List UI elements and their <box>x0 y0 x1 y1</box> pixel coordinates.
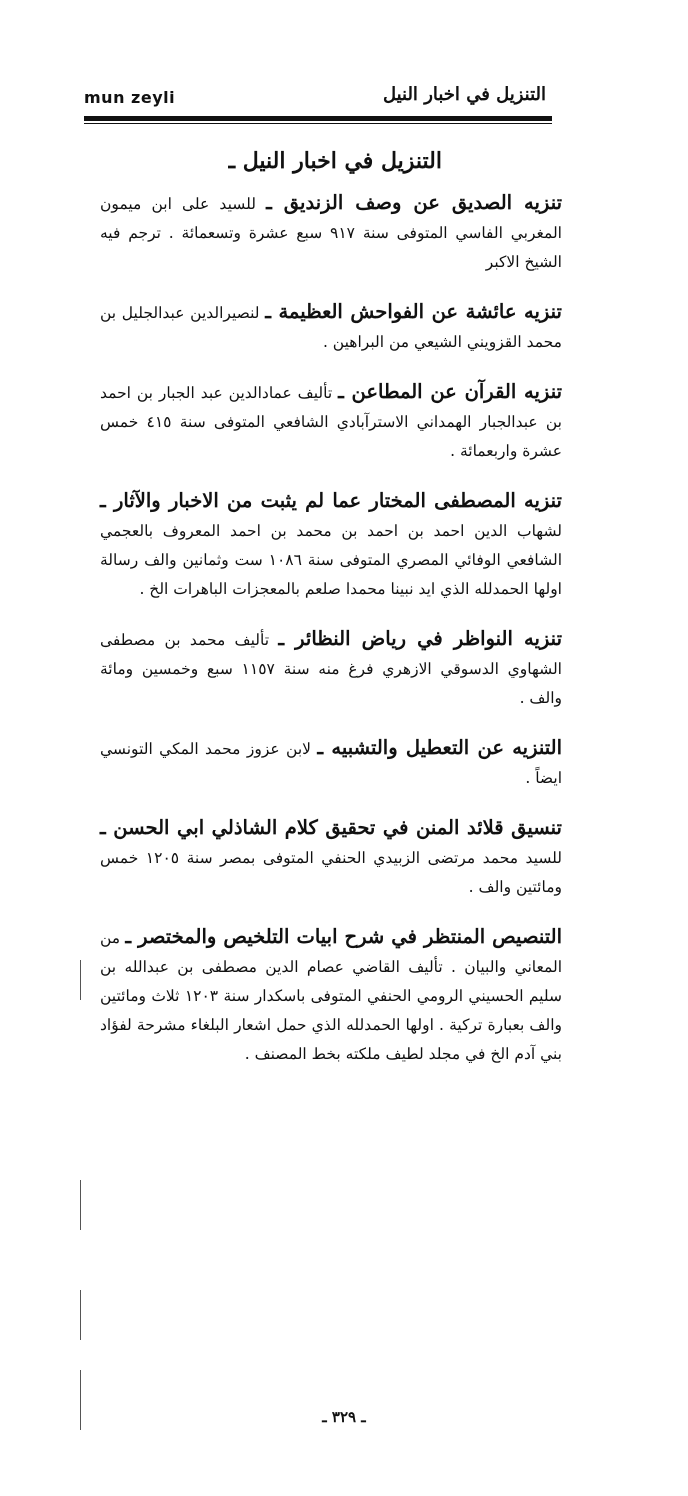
entry <box>100 922 562 1069</box>
entry-paragraph <box>100 486 562 604</box>
entry <box>100 297 562 357</box>
entry <box>100 733 562 793</box>
entry <box>100 486 562 604</box>
entry-paragraph <box>100 733 562 793</box>
entry-heading: تنزيه القرآن عن المطاعن ـ <box>338 380 563 403</box>
page-number: ـ ٣٢٩ ـ <box>322 1408 366 1426</box>
entry-heading: تنزيه الصديق عن وصف الزنديق ـ <box>266 191 563 214</box>
entry-text: تأليف عمادالدين عبد الجبار بن احمد بن عبدالجبار الهمداني الاسترآبادي الشافعي المتوفى سنة ٤١٥ خمس عشرة واربعمائة . <box>100 384 562 460</box>
margin-mark <box>80 1290 81 1340</box>
entry-text: لنصيرالدين عبدالجليل بن محمد القزويني الشيعي من البراهين . <box>100 304 562 351</box>
entry <box>100 813 562 902</box>
entry <box>100 377 562 466</box>
margin-mark <box>80 960 81 1000</box>
entry <box>100 624 562 713</box>
entry-text: للسيد على ابن ميمون المغربي الفاسي المتوفى سنة ٩١٧ سبع عشرة وتسعمائة . ترجم فيه الشيخ الاكبر <box>100 195 562 271</box>
entry-heading: التنزيه عن التعطيل والتشبيه ـ <box>317 736 562 759</box>
entry-paragraph <box>100 624 562 713</box>
header-rule-thin <box>84 123 552 124</box>
page-body <box>100 138 562 1089</box>
entry-text: من المعاني والبيان . تأليف القاضي عصام الدين مصطفى بن عبدالله بن سليم الحسيني الرومي الحنفي المتوفى باسكدار سنة ١٢٠٣ ثلاث ومائتين والف بعبارة تركية . اولها الحمدلله الذي حمل اشعار البلغاء مشرحة لفؤاد بني آدم الخ في مجلد لطيف ملكته بخط المصنف . <box>100 929 562 1063</box>
entry-heading: تنسيق قلائد المنن في تحقيق كلام الشاذلي ابي الحسن ـ <box>100 816 562 839</box>
entry-text: لشهاب الدين احمد بن احمد بن محمد بن احمد المعروف بالعجمي الشافعي الوفائي المصري المتوفى سنة ١٠٨٦ ست وثمانين والف رسالة اولها الحمدلله الذي ايد نبينا محمدا صلعم بالمعجزات الباهرات الخ . <box>100 522 563 598</box>
header-rule-thick <box>84 116 552 121</box>
running-header-latin: mun zeyli <box>84 88 176 107</box>
entry-heading: تنزيه النواظر في رياض النظائر ـ <box>278 627 562 650</box>
entry-heading: التنصيص المنتظر في شرح ابيات التلخيص والمختصر ـ <box>125 925 562 948</box>
entry-text: تأليف محمد بن مصطفى الشهاوي الدسوقي الازهري فرغ منه سنة ١١٥٧ سبع وخمسين ومائة والف . <box>100 631 562 707</box>
running-header-arabic: التنزيل في اخبار النيل <box>382 84 546 105</box>
entry-heading: تنزيه المصطفى المختار عما لم يثبت من الاخبار والآثار ـ <box>100 489 562 512</box>
entry-text: لابن عزوز محمد المكي التونسي ايضاً . <box>100 740 562 787</box>
entry-paragraph <box>100 813 562 902</box>
section-title: التنزيل في اخبار النيل ـ <box>228 148 442 174</box>
entry-paragraph <box>100 922 562 1069</box>
entry-paragraph <box>100 188 562 277</box>
entry-paragraph <box>100 297 562 357</box>
entry-heading: تنزيه عائشة عن الفواحش العظيمة ـ <box>265 300 562 323</box>
entry <box>100 188 562 277</box>
margin-mark <box>80 1180 81 1230</box>
entry-text: للسيد محمد مرتضى الزبيدي الحنفي المتوفى بمصر سنة ١٢٠٥ خمس ومائتين والف . <box>100 849 562 896</box>
entry-paragraph <box>100 377 562 466</box>
